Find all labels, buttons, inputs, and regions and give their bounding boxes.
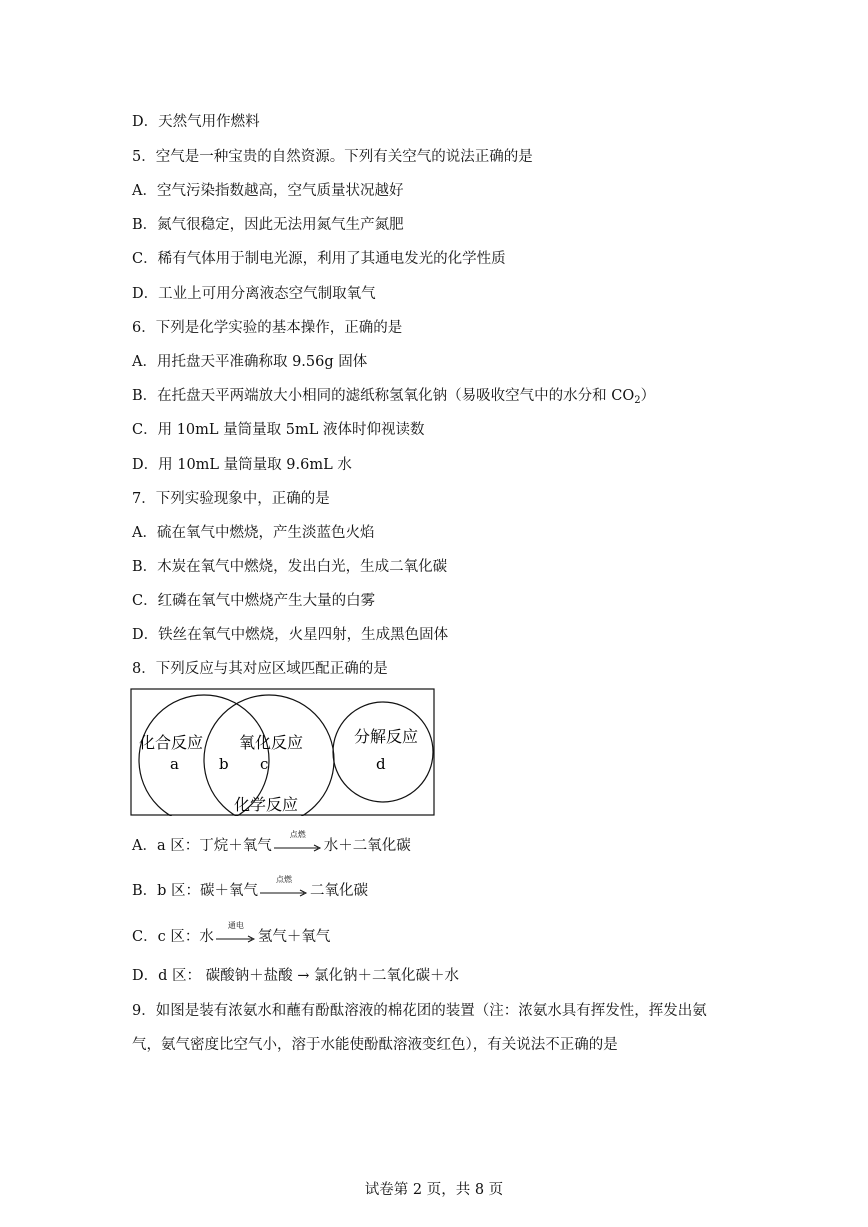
decomposition-circle	[333, 702, 433, 802]
option-c-q7: C．红磷在氧气中燃烧产生大量的白雾	[132, 593, 376, 609]
arrow-condition: 点燃	[289, 830, 306, 839]
option-a-q5: A．空气污染指数越高，空气质量状况越好	[132, 183, 404, 199]
option-a-q8-reactants: A．a 区：丁烷＋氧气	[132, 838, 272, 854]
option-b-q6-close: ）	[640, 388, 656, 404]
reaction-arrow	[260, 875, 308, 901]
region-d: d	[376, 755, 386, 773]
option-d-q4: D．天然气用作燃料	[132, 114, 260, 130]
option-b-q6-text: B．在托盘天平两端放大小相同的滤纸称氢氧化钠（易吸收空气中的水分和 CO	[132, 388, 635, 404]
reaction-arrow	[274, 830, 322, 856]
option-b-q8-products: 二氧化碳	[310, 883, 369, 899]
reaction-arrow	[216, 921, 256, 947]
option-d-q5: D．工业上可用分离液态空气制取氧气	[132, 286, 376, 302]
label-chemical-reaction: 化学反应	[234, 797, 299, 814]
option-b-q6	[132, 386, 655, 411]
option-a-q8	[132, 830, 411, 856]
question-5: 5．空气是一种宝贵的自然资源。下列有关空气的说法正确的是	[132, 149, 533, 165]
question-9-line2: 气，氨气密度比空气小，溶于水能使酚酞溶液变红色），有关说法不正确的是	[132, 1037, 618, 1053]
page-footer: 试卷第 2 页，共 8 页	[364, 1182, 504, 1198]
label-decomposition: 分解反应	[354, 729, 419, 746]
region-c: c	[260, 755, 269, 773]
question-9-line1: 9．如图是装有浓氨水和蘸有酚酞溶液的棉花团的装置（注：浓氨水具有挥发性，挥发出氨	[132, 1003, 707, 1019]
option-c-q8-products: 氢气＋氧气	[257, 929, 331, 945]
region-a: a	[170, 755, 179, 773]
question-8: 8．下列反应与其对应区域匹配正确的是	[132, 661, 388, 677]
co2-subscript: 2	[634, 395, 641, 406]
option-a-q6: A．用托盘天平准确称取 9.56g 固体	[132, 354, 368, 370]
option-d-q6: D．用 10mL 量筒量取 9.6mL 水	[132, 457, 352, 473]
option-c-q8-reactants: C．c 区：水	[132, 929, 214, 945]
arrow-condition: 点燃	[276, 875, 293, 884]
option-b-q5: B．氮气很稳定，因此无法用氮气生产氮肥	[132, 217, 404, 233]
arrow-condition: 通电	[227, 921, 244, 930]
option-c-q6: C．用 10mL 量筒量取 5mL 液体时仰视读数	[132, 422, 425, 438]
option-d-q8: D．d 区： 碳酸钠＋盐酸 → 氯化钠＋二氧化碳＋水	[132, 968, 459, 984]
option-b-q8-reactants: B．b 区：碳＋氧气	[132, 883, 259, 899]
option-a-q8-products: 水＋二氧化碳	[323, 838, 411, 854]
option-b-q7: B．木炭在氧气中燃烧，发出白光，生成二氧化碳	[132, 559, 448, 575]
label-combination: 化合反应	[139, 735, 204, 752]
option-b-q8	[132, 875, 369, 901]
region-b: b	[219, 755, 229, 773]
option-c-q5: C．稀有气体用于制电光源，利用了其通电发光的化学性质	[132, 251, 506, 267]
question-7: 7．下列实验现象中，正确的是	[132, 491, 330, 507]
reaction-venn-diagram	[130, 688, 435, 816]
question-6: 6．下列是化学实验的基本操作，正确的是	[132, 320, 403, 336]
option-c-q8	[132, 921, 331, 947]
option-a-q7: A．硫在氧气中燃烧，产生淡蓝色火焰	[132, 525, 375, 541]
label-oxidation: 氧化反应	[239, 735, 304, 752]
option-d-q7: D．铁丝在氧气中燃烧，火星四射，生成黑色固体	[132, 627, 449, 643]
